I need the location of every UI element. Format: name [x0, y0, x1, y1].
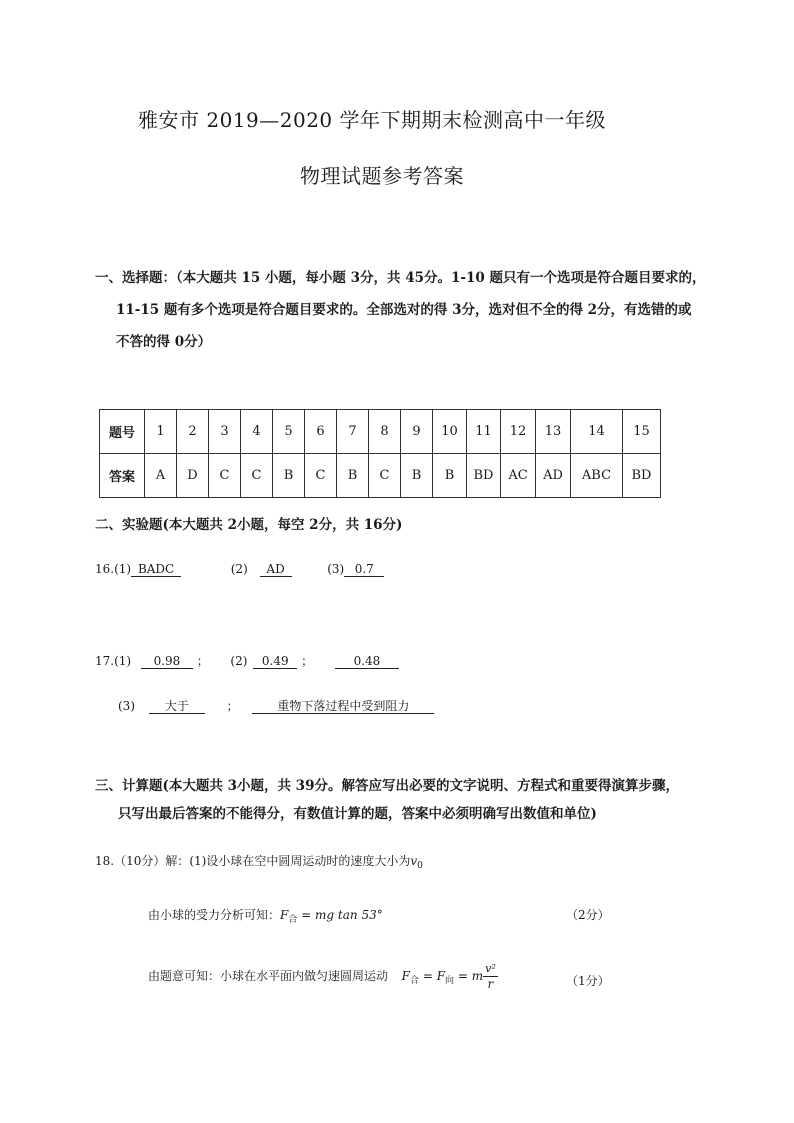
table-cell: 9 [401, 410, 433, 454]
section1-heading: 一、选择题：（本大题共 15 小题，每小题 3分，共 45分。1-10 题只有一个选项是符合题目要求的， [95, 270, 706, 286]
table-cell: 5 [273, 410, 305, 454]
q17-answer-4: 大于 [149, 699, 205, 714]
table-cell: AC [501, 454, 536, 498]
q18-intro-variable: v [410, 854, 418, 868]
q18-step-1 [148, 906, 383, 925]
table-header-answer: 答案 [100, 454, 145, 498]
q18-intro-text: 18.（10分）解：(1)设小球在空中圆周运动时的速度大小为 [95, 854, 411, 868]
q17-label-3: (3) [118, 699, 135, 713]
table-header-number: 题号 [100, 410, 145, 454]
section3-heading: 三、计算题(本大题共 3小题，共 39分。解答应写出必要的文字说明、方程式和重要得演算步骤， [95, 778, 679, 794]
table-cell: A [145, 454, 177, 498]
q18-step2-mass: = m [454, 969, 484, 983]
document-title: 雅安市 2019—2020 学年下期期末检测高中一年级 [138, 108, 607, 132]
table-cell: 15 [623, 410, 661, 454]
table-cell: 8 [369, 410, 401, 454]
q16-answer-3: 0.7 [344, 562, 384, 577]
q16-label: 16.(1) [95, 562, 132, 576]
q17-answer-2: 0.49 [253, 654, 297, 669]
section1-line3: 不答的得 0分） [116, 334, 212, 350]
table-cell: 4 [241, 410, 273, 454]
q17-label-2: (2) [230, 654, 248, 668]
q18-step1-force: F [280, 908, 289, 922]
table-cell: B [273, 454, 305, 498]
q17-sep-1: ； [196, 654, 209, 668]
table-cell: C [241, 454, 273, 498]
q16-label-2: (2) [230, 562, 248, 576]
table-cell: 10 [433, 410, 467, 454]
q18-intro-subscript: 0 [417, 861, 423, 871]
table-cell: B [337, 454, 369, 498]
q18-step2-numerator: v² [485, 962, 496, 975]
q17-answer-5: 重物下落过程中受到阻力 [252, 699, 434, 714]
q18-step-2 [148, 962, 498, 991]
table-cell: C [209, 454, 241, 498]
q16-label-3: (3) [327, 562, 345, 576]
q17-answer-1: 0.98 [141, 654, 193, 669]
table-cell: 11 [467, 410, 501, 454]
q16-answer-1: BADC [131, 562, 181, 577]
section3-line2: 只写出最后答案的不能得分，有数值计算的题，答案中必须明确写出数值和单位) [118, 806, 597, 822]
q18-step1-score: （2分） [566, 908, 610, 922]
section1-line2: 11-15 题有多个选项是符合题目要求的。全部选对的得 3分，选对但不全的得 2分，有选错的或 [116, 302, 692, 318]
table-cell: B [401, 454, 433, 498]
section2-heading: 二、实验题(本大题共 2小题，每空 2分，共 16分) [95, 517, 403, 533]
q18-step1-subscript: 合 [288, 915, 298, 925]
table-row [100, 454, 661, 498]
document-subtitle: 物理试题参考答案 [300, 164, 464, 188]
q17-sep-2: ； [301, 654, 314, 668]
table-cell: D [177, 454, 209, 498]
table-cell: C [369, 454, 401, 498]
table-cell: C [305, 454, 337, 498]
table-row [100, 410, 661, 454]
q18-step2-subscript-2: 向 [445, 976, 455, 986]
table-cell: 2 [177, 410, 209, 454]
q18-step2-denominator: r [487, 977, 494, 991]
q17-line-1 [95, 652, 399, 669]
q18-step1-text: 由小球的受力分析可知： [148, 908, 281, 922]
table-cell: ABC [571, 454, 623, 498]
answer-table [99, 409, 661, 498]
q16-answer-2: AD [260, 562, 292, 577]
table-cell: 3 [209, 410, 241, 454]
q18-step2-equals: = [419, 969, 437, 983]
q17-sep-3: ； [226, 699, 239, 713]
q18-step2-fraction [483, 962, 498, 991]
q18-step2-force-2: F [436, 969, 446, 983]
table-cell: BD [623, 454, 661, 498]
table-cell: 12 [501, 410, 536, 454]
table-cell: 7 [337, 410, 369, 454]
table-cell: 6 [305, 410, 337, 454]
q18-step2-subscript-1: 合 [410, 976, 420, 986]
table-cell: BD [467, 454, 501, 498]
table-cell: 1 [145, 410, 177, 454]
q18-step2-force-1: F [401, 969, 410, 983]
table-cell: 14 [571, 410, 623, 454]
q17-answer-3: 0.48 [335, 654, 399, 669]
q18-intro [95, 852, 423, 871]
table-cell: AD [536, 454, 571, 498]
q18-step1-rhs: = mg tan 53° [297, 908, 383, 922]
q17-line-2 [118, 697, 434, 714]
q18-step2-text: 由题意可知：小球在水平面内做匀速圆周运动 [148, 969, 389, 983]
q17-label: 17.(1) [95, 654, 132, 668]
table-cell: B [433, 454, 467, 498]
q18-step2-score: （1分） [566, 974, 610, 988]
table-cell: 13 [536, 410, 571, 454]
q16-line [95, 562, 384, 577]
